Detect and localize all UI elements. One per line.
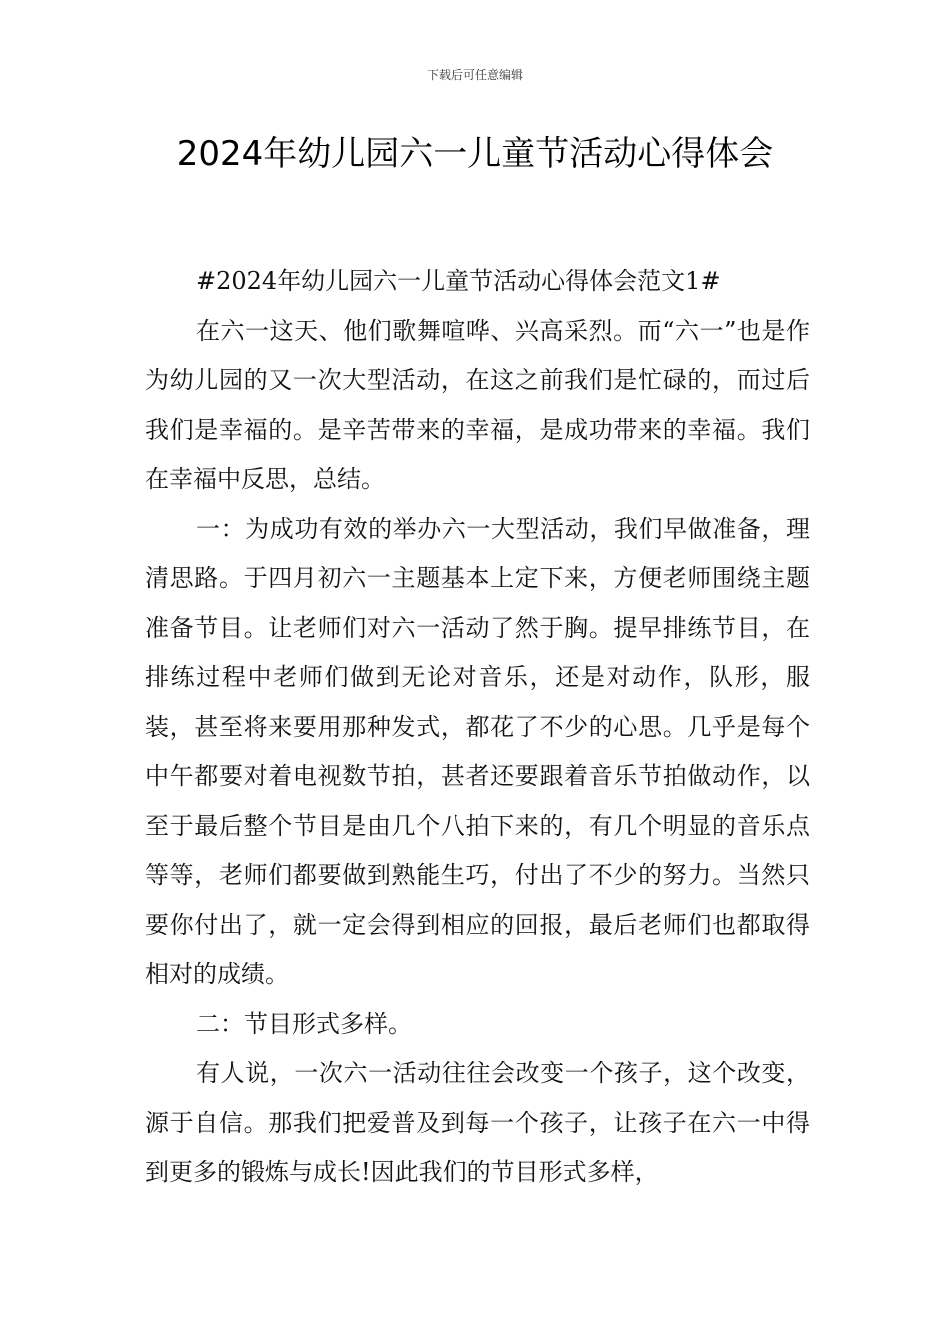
document-title: 2024年幼儿园六一儿童节活动心得体会 [176,134,774,174]
paragraph: 一：为成功有效的举办六一大型活动，我们早做准备，理清思路。于四月初六一主题基本上定下来，方便老师围绕主题准备节目。让老师们对六一活动了然于胸。提早排练节目，在排练过程中老师们做到无论对音乐，还是对动作，队形，服装，甚至将来要用那种发式，都花了不少的心思。几乎是每个中午都要对着电视数节拍，甚者还要跟着音乐节拍做动作，以至于最后整个节目是由几个八拍下来的，有几个明显的音乐点等等，老师们都要做到熟能生巧，付出了不少的努力。当然只要你付出了，就一定会得到相应的回报，最后老师们也都取得相对的成绩。 [145,514,810,988]
paragraph: 二：节目形式多样。 [196,1009,412,1038]
section-heading: #2024年幼儿园六一儿童节活动心得体会范文1# [196,267,721,295]
document-body [145,257,810,1198]
header-note: 下载后可任意编辑 [426,68,523,82]
paragraph: 有人说，一次六一活动往往会改变一个孩子，这个改变，源于自信。那我们把爱普及到每一个孩子，让孩子在六一中得到更多的锻炼与成长!因此我们的节目形式多样， [145,1059,810,1186]
paragraph: 在六一这天、他们歌舞喧哗、兴高采烈。而“六一”也是作为幼儿园的又一次大型活动，在这之前我们是忙碌的，而过后我们是幸福的。是辛苦带来的幸福，是成功带来的幸福。我们在幸福中反思，总结。 [145,316,810,493]
